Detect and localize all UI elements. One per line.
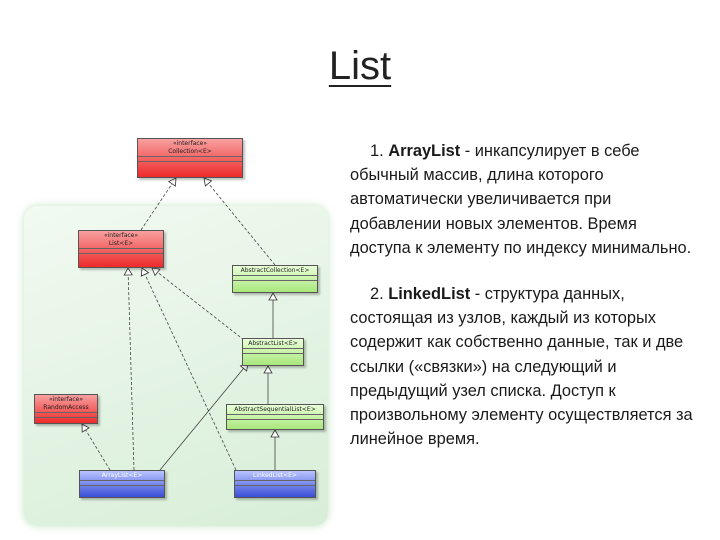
item-number: 2. [370, 285, 384, 304]
uml-class-name: List<E> [108, 240, 134, 247]
uml-edge-array-list-to-list [128, 268, 134, 470]
item-number: 1. [370, 142, 384, 160]
uml-edge-list-to-collection [141, 178, 176, 230]
uml-class-abstract-collection [232, 265, 318, 293]
uml-class-name: ArrayList<E> [101, 472, 143, 479]
uml-class-name: AbstractList<E> [248, 340, 298, 347]
uml-class-abstract-list [242, 338, 304, 366]
list-item-arraylist [350, 139, 702, 260]
uml-class-array-list [79, 470, 165, 498]
uml-class-name: RandomAccess [43, 404, 89, 411]
description-text [350, 139, 702, 451]
uml-class-name: Collection<E> [168, 148, 212, 155]
uml-stereotype: «interface» [172, 140, 208, 147]
uml-edge-abstract-collection-to-collection [204, 178, 275, 265]
uml-class-linked-list [234, 470, 316, 498]
uml-edge-abstract-list-to-list [152, 268, 244, 340]
item-description: - структура данных, состоящая из узлов, каждый из которых содержит как собственно данные, так и две ссылки («связки») на следующий и предыдущий узел списка. Доступ к произвольному элементу осуществляется за линейное время. [350, 285, 693, 449]
item-term: ArrayList [388, 142, 461, 160]
uml-class-name: AbstractSequentialList<E> [234, 406, 316, 413]
uml-edge-linked-list-to-list [142, 268, 236, 470]
item-term: LinkedList [388, 285, 471, 304]
uml-stereotype: «interface» [103, 232, 139, 239]
uml-class-list [78, 230, 164, 268]
uml-stereotype: «interface» [48, 396, 84, 403]
uml-class-abstract-sequential-list [226, 404, 324, 430]
uml-edge-array-list-to-random-access [82, 424, 110, 470]
uml-class-name: AbstractCollection<E> [240, 267, 310, 274]
slide-title: List [328, 44, 392, 88]
uml-class-name: LinkedList<E> [253, 472, 297, 479]
uml-class-collection [137, 138, 243, 178]
list-item-linkedlist [350, 282, 702, 451]
uml-class-random-access [34, 394, 98, 424]
item-description: - инкапсулирует в себе обычный массив, длина которого автоматически увеличивается при добавлении новых элементов. Время доступа к элементу по индексу минимально. [350, 142, 692, 257]
